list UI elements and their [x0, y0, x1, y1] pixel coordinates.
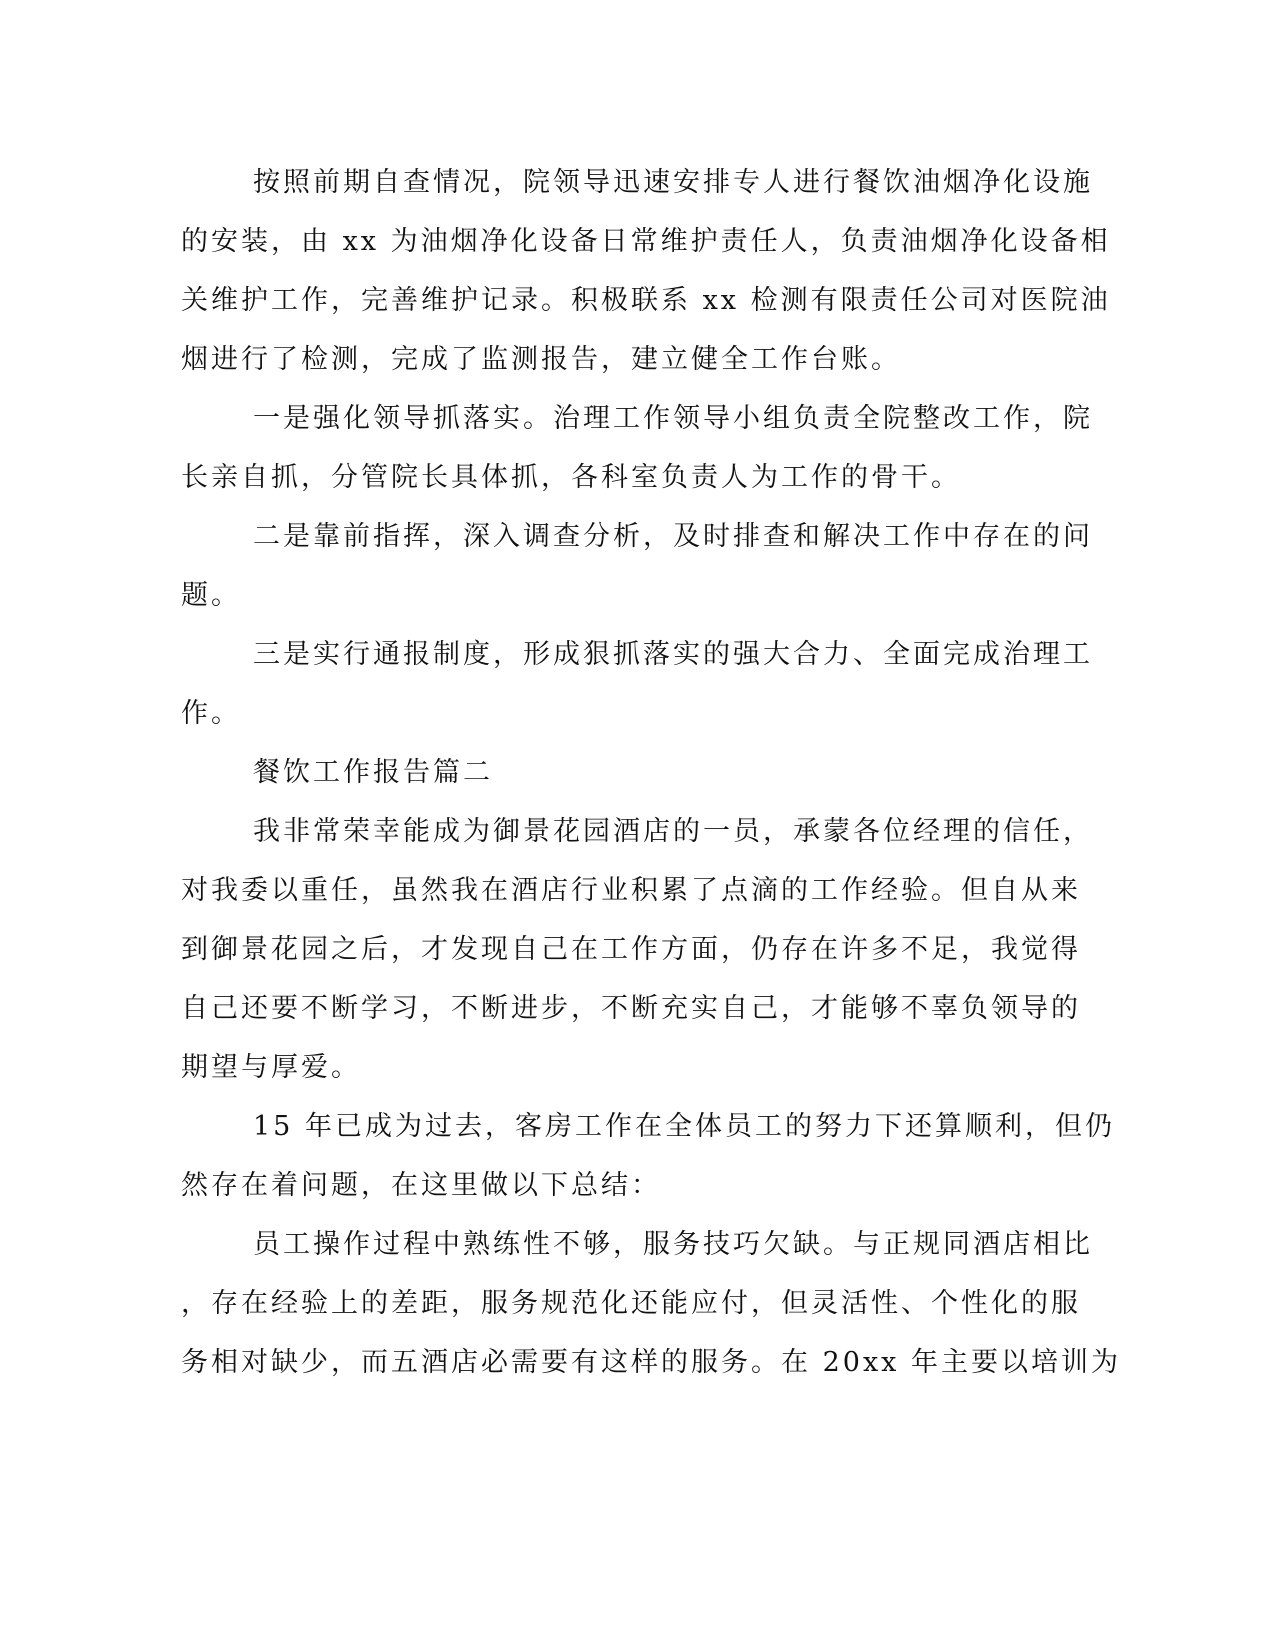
- section-heading: 餐饮工作报告篇二: [253, 757, 493, 788]
- text-line: 二是靠前指挥，深入调查分析，及时排查和解决工作中存在的问: [253, 521, 1093, 552]
- text-line: 我非常荣幸能成为御景花园酒店的一员，承蒙各位经理的信任，: [253, 816, 1093, 847]
- text-line: 期望与厚爱。: [181, 1052, 361, 1083]
- text-line: 一是强化领导抓落实。治理工作领导小组负责全院整改工作，院: [253, 403, 1093, 434]
- text-line: 员工操作过程中熟练性不够，服务技巧欠缺。与正规同酒店相比: [253, 1229, 1093, 1260]
- text-line: 然存在着问题，在这里做以下总结：: [181, 1170, 661, 1201]
- text-line: 务相对缺少，而五酒店必需要有这样的服务。在 20xx 年主要以培训为: [181, 1347, 1121, 1378]
- text-line: 按照前期自查情况，院领导迅速安排专人进行餐饮油烟净化设施: [253, 167, 1093, 198]
- text-line: 的安装，由 xx 为油烟净化设备日常维护责任人，负责油烟净化设备相: [181, 226, 1111, 257]
- text-line: 对我委以重任，虽然我在酒店行业积累了点滴的工作经验。但自从来: [181, 875, 1081, 906]
- text-line: 长亲自抓，分管院长具体抓，各科室负责人为工作的骨干。: [181, 462, 961, 493]
- text-line: 到御景花园之后，才发现自己在工作方面，仍存在许多不足，我觉得: [181, 934, 1081, 965]
- text-line: 烟进行了检测，完成了监测报告，建立健全工作台账。: [181, 344, 901, 375]
- text-line: 关维护工作，完善维护记录。积极联系 xx 检测有限责任公司对医院油: [181, 285, 1111, 316]
- text-line: 自己还要不断学习，不断进步，不断充实自己，才能够不辜负领导的: [181, 993, 1081, 1024]
- text-line: 15 年已成为过去，客房工作在全体员工的努力下还算顺利，但仍: [253, 1111, 1115, 1142]
- text-line: 题。: [181, 580, 241, 611]
- text-line: 作。: [181, 698, 241, 729]
- text-line: ，存在经验上的差距，服务规范化还能应付，但灵活性、个性化的服: [181, 1288, 1081, 1319]
- text-line: 三是实行通报制度，形成狠抓落实的强大合力、全面完成治理工: [253, 639, 1093, 670]
